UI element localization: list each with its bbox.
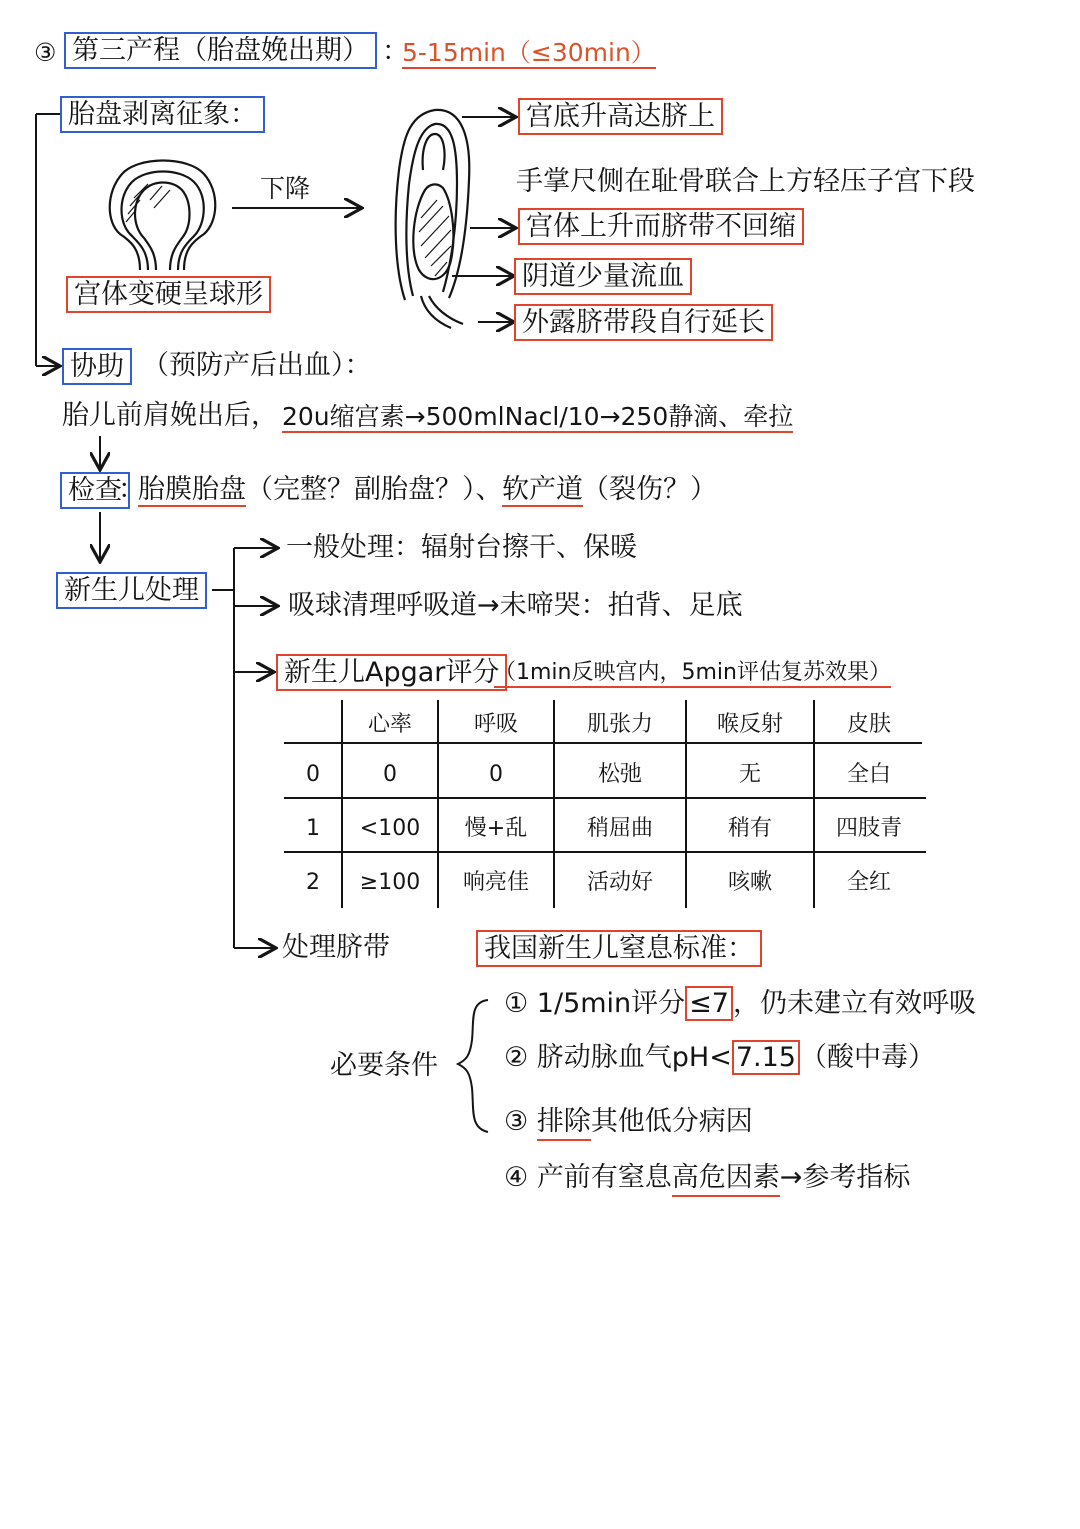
check-item-membranes-note: （完整？副胎盘？）、 [246,474,503,505]
apgar-cell: 全红 [846,870,891,895]
assist-line-b: 20u缩宫素→500mlNacl/10→250静滴、牵拉 [282,402,794,431]
apgar-cell: 稍屈曲 [586,816,653,841]
apgar-cell: 咳嗽 [727,870,772,895]
uterus-globular-icon [100,150,225,275]
section-number: ③ [34,38,57,67]
apgar-score-1: 1 [306,816,320,841]
apgar-col-respiration: 呼吸 [473,712,518,737]
uterus-globular-label: 宫体变硬呈球形 [66,276,271,313]
asphyxia-criterion-1 [504,990,976,1017]
apgar-cell: 无 [738,762,761,787]
assist-heading-rest: （预防产后出血）： [142,350,372,381]
sign-vaginal-bleeding: 阴道少量流血 [514,258,692,295]
apgar-cell: ≥100 [359,870,421,895]
apgar-score-2: 2 [306,870,320,895]
sign-fundus-rises: 宫底升高达脐上 [518,98,723,135]
check-heading: 检查 [60,472,130,509]
criterion-2-text: ② 脐动脉血气pH< [504,1042,732,1073]
asphyxia-criterion-3 [504,1108,753,1135]
apgar-note: （1min反映宫内，5min评估复苏效果） [494,662,891,688]
criterion-3-exclude: 排除 [537,1106,591,1141]
newborn-airway: 吸球清理呼吸道→未啼哭：拍背、足底 [288,590,743,621]
criterion-1-threshold: ≤7 [685,986,733,1021]
descend-label: 下降 [260,174,311,203]
apgar-cell: <100 [359,816,421,841]
asphyxia-criterion-2 [504,1044,935,1071]
criterion-1-text: ① 1/5min评分 [504,988,686,1019]
title-colon: ： [382,36,409,67]
sign-cord-lengthens: 外露脐带段自行延长 [514,304,773,341]
apgar-score-0: 0 [306,762,320,787]
assist-heading: 协助 [62,348,132,385]
check-item-membranes: 胎膜胎盘 [138,474,246,505]
check-item-birth-canal-note: （裂伤？） [582,474,717,505]
apgar-col-heart-rate: 心率 [367,712,412,737]
criterion-3-rest: 其他低分病因 [590,1106,753,1137]
asphyxia-criterion-4 [504,1164,910,1191]
criterion-2-rest: （酸中毒） [799,1042,935,1073]
page-title: 第三产程（胎盘娩出期） [64,32,377,69]
title-duration: 5-15min（≤30min） [402,38,656,67]
check-item-birth-canal: 软产道 [502,474,583,505]
check-colon: ： [118,474,145,505]
criterion-3-number: ③ [504,1106,529,1137]
criterion-4-risk-factors: 高危因素 [672,1162,780,1197]
uterus-descending-icon [385,100,485,335]
apgar-cell: 慢+乱 [464,816,528,841]
criterion-4-text: ④ 产前有窒息 [504,1162,672,1193]
newborn-general-care: 一般处理：辐射台擦干、保暖 [286,532,637,563]
apgar-cell: 全白 [846,762,891,787]
asphyxia-heading: 我国新生儿窒息标准： [476,930,762,967]
apgar-cell: 松弛 [597,762,642,787]
apgar-cell: 响亮佳 [462,870,529,895]
apgar-cell: 稍有 [727,816,772,841]
newborn-cord-care: 处理脐带 [282,932,390,963]
criterion-2-threshold: 7.15 [732,1040,800,1075]
criterion-1-rest: ，仍未建立有效呼吸 [732,988,976,1019]
assist-line-a: 胎儿前肩娩出后， [62,400,278,431]
apgar-cell: 四肢青 [835,816,902,841]
sign-cord-not-retract: 宫体上升而脐带不回缩 [518,208,804,245]
apgar-col-muscle-tone: 肌张力 [586,712,653,737]
asphyxia-required-label: 必要条件 [330,1050,438,1081]
apgar-col-skin: 皮肤 [846,712,891,737]
apgar-cell: 活动好 [586,870,653,895]
apgar-heading: 新生儿Apgar评分 [276,654,507,691]
newborn-heading: 新生儿处理 [56,572,207,609]
apgar-col-reflex: 喉反射 [716,712,783,737]
hand-press-note: 手掌尺侧在耻骨联合上方轻压子宫下段 [516,166,975,197]
apgar-cell: 0 [383,762,397,787]
separation-heading: 胎盘剥离征象： [60,96,265,133]
criterion-4-rest: →参考指标 [779,1162,911,1193]
apgar-cell: 0 [489,762,503,787]
